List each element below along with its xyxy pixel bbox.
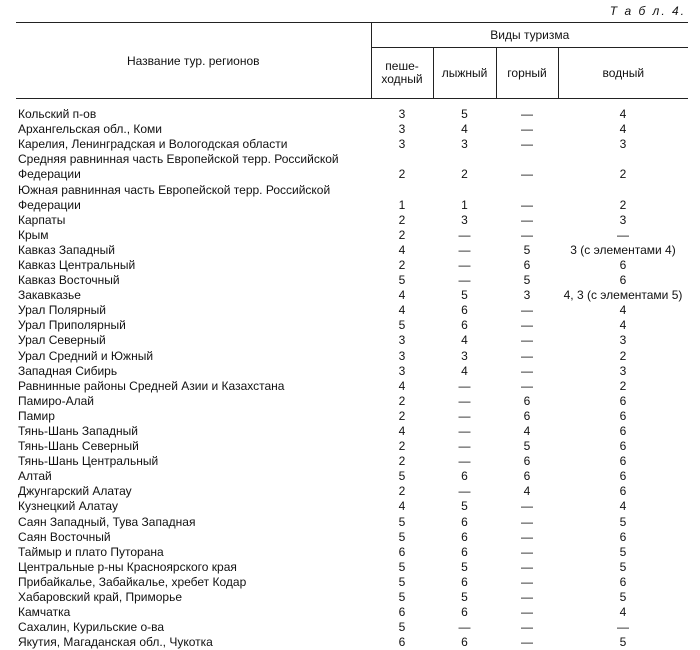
value-hiking: 6	[371, 635, 433, 650]
table-row	[16, 439, 688, 454]
value-hiking: 2	[371, 454, 433, 469]
col-header-skiing: лыжный	[433, 48, 496, 99]
region-name: Тянь-Шань Северный	[16, 439, 371, 454]
region-name: Западная Сибирь	[16, 364, 371, 379]
value-hiking: 3	[371, 349, 433, 364]
region-name: Тянь-Шань Западный	[16, 424, 371, 439]
region-name: Крым	[16, 228, 371, 243]
region-name: Памиро-Алай	[16, 394, 371, 409]
table-row	[16, 122, 688, 137]
region-name: Памир	[16, 409, 371, 424]
value-mountain: —	[496, 303, 558, 318]
value-hiking: 3	[371, 137, 433, 152]
value-mountain: —	[496, 333, 558, 348]
table-caption: Т а б л. 4.	[610, 4, 686, 18]
value-water: 3	[558, 333, 688, 348]
region-name: Прибайкалье, Забайкалье, хребет Кодар	[16, 575, 371, 590]
value-mountain	[496, 152, 558, 167]
value-skiing: 6	[433, 469, 496, 484]
value-skiing: —	[433, 273, 496, 288]
value-skiing	[433, 182, 496, 197]
value-skiing: —	[433, 379, 496, 394]
table-row	[16, 349, 688, 364]
region-name: Средняя равнинная часть Европейской терр. Российской	[16, 152, 371, 167]
value-skiing: 5	[433, 560, 496, 575]
table-row	[16, 454, 688, 469]
value-skiing	[433, 152, 496, 167]
value-mountain: —	[496, 318, 558, 333]
value-hiking: 5	[371, 620, 433, 635]
value-water: —	[558, 228, 688, 243]
table-row	[16, 575, 688, 590]
value-water: 4	[558, 107, 688, 122]
value-mountain: 5	[496, 273, 558, 288]
table-row	[16, 545, 688, 560]
value-skiing: 4	[433, 122, 496, 137]
value-mountain: —	[496, 590, 558, 605]
table-row	[16, 152, 688, 167]
region-name: Кавказ Центральный	[16, 258, 371, 273]
value-water	[558, 182, 688, 197]
value-mountain: 6	[496, 258, 558, 273]
table-row	[16, 635, 688, 650]
value-skiing: 6	[433, 545, 496, 560]
value-skiing: —	[433, 228, 496, 243]
value-water	[558, 152, 688, 167]
value-hiking: 2	[371, 213, 433, 228]
region-name: Камчатка	[16, 605, 371, 620]
value-hiking: 4	[371, 424, 433, 439]
table-row	[16, 394, 688, 409]
table-row	[16, 288, 688, 303]
value-hiking: 2	[371, 439, 433, 454]
region-name: Сахалин, Курильские о-ва	[16, 620, 371, 635]
region-name: Якутия, Магаданская обл., Чукотка	[16, 635, 371, 650]
value-mountain: 6	[496, 394, 558, 409]
region-name: Таймыр и плато Путорана	[16, 545, 371, 560]
value-skiing: 6	[433, 575, 496, 590]
value-hiking: 5	[371, 560, 433, 575]
value-mountain: —	[496, 349, 558, 364]
value-water: 6	[558, 424, 688, 439]
value-mountain: —	[496, 213, 558, 228]
value-water: 5	[558, 590, 688, 605]
value-water: 3	[558, 137, 688, 152]
value-water: 5	[558, 560, 688, 575]
table-row	[16, 273, 688, 288]
value-skiing: 4	[433, 333, 496, 348]
value-hiking: 3	[371, 364, 433, 379]
value-skiing: 3	[433, 213, 496, 228]
value-mountain: —	[496, 515, 558, 530]
region-name: Кольский п-ов	[16, 107, 371, 122]
region-name: Тянь-Шань Центральный	[16, 454, 371, 469]
table-row	[16, 379, 688, 394]
value-water: 6	[558, 454, 688, 469]
value-water: 4	[558, 318, 688, 333]
value-hiking: 4	[371, 243, 433, 258]
table-row	[16, 424, 688, 439]
value-hiking: 2	[371, 409, 433, 424]
value-mountain: —	[496, 122, 558, 137]
value-hiking: 2	[371, 484, 433, 499]
region-name: Саян Восточный	[16, 530, 371, 545]
region-name: Федерации	[16, 198, 371, 213]
value-mountain: —	[496, 605, 558, 620]
value-skiing: —	[433, 484, 496, 499]
value-water: 4, 3 (с элементами 5)	[558, 288, 688, 303]
value-water: 6	[558, 273, 688, 288]
region-name: Карпаты	[16, 213, 371, 228]
tourism-regions-table	[16, 22, 688, 650]
value-skiing: 1	[433, 198, 496, 213]
value-hiking	[371, 182, 433, 197]
value-mountain: —	[496, 620, 558, 635]
value-hiking: 4	[371, 499, 433, 514]
region-name: Кавказ Восточный	[16, 273, 371, 288]
value-skiing: —	[433, 454, 496, 469]
region-name: Урал Полярный	[16, 303, 371, 318]
region-name: Урал Средний и Южный	[16, 349, 371, 364]
table-row	[16, 198, 688, 213]
table-row	[16, 499, 688, 514]
value-water: 6	[558, 484, 688, 499]
table-row	[16, 605, 688, 620]
value-mountain: 4	[496, 484, 558, 499]
region-name: Джунгарский Алатау	[16, 484, 371, 499]
value-skiing: 2	[433, 167, 496, 182]
value-mountain: —	[496, 228, 558, 243]
value-skiing: —	[433, 394, 496, 409]
table-row	[16, 318, 688, 333]
value-mountain: —	[496, 167, 558, 182]
value-water: 3	[558, 213, 688, 228]
table-row	[16, 137, 688, 152]
value-water: 6	[558, 439, 688, 454]
value-mountain: —	[496, 198, 558, 213]
value-water: 5	[558, 545, 688, 560]
value-hiking: 2	[371, 394, 433, 409]
value-water: 4	[558, 303, 688, 318]
table-row	[16, 333, 688, 348]
value-mountain: 5	[496, 439, 558, 454]
value-water: 6	[558, 409, 688, 424]
value-hiking: 4	[371, 379, 433, 394]
tourism-types-header: Виды туризма	[371, 23, 688, 48]
value-mountain: —	[496, 545, 558, 560]
value-skiing: 6	[433, 635, 496, 650]
region-name: Урал Приполярный	[16, 318, 371, 333]
value-water: 3	[558, 364, 688, 379]
value-skiing: 6	[433, 605, 496, 620]
value-skiing: —	[433, 439, 496, 454]
value-water: 2	[558, 349, 688, 364]
value-water: 2	[558, 167, 688, 182]
table-row	[16, 590, 688, 605]
value-skiing: —	[433, 424, 496, 439]
table-row	[16, 515, 688, 530]
value-hiking: 2	[371, 258, 433, 273]
region-name: Равнинные районы Средней Азии и Казахстана	[16, 379, 371, 394]
region-name: Закавказье	[16, 288, 371, 303]
value-hiking: 2	[371, 167, 433, 182]
value-hiking: 6	[371, 605, 433, 620]
value-water: 3 (с элементами 4)	[558, 243, 688, 258]
value-skiing: 6	[433, 303, 496, 318]
table-row	[16, 560, 688, 575]
value-water: 6	[558, 469, 688, 484]
table-row	[16, 167, 688, 182]
table-row	[16, 484, 688, 499]
value-hiking: 3	[371, 122, 433, 137]
value-water: 2	[558, 379, 688, 394]
value-hiking: 5	[371, 273, 433, 288]
table-row	[16, 243, 688, 258]
table-row	[16, 258, 688, 273]
value-mountain: —	[496, 107, 558, 122]
value-water: —	[558, 620, 688, 635]
region-name: Южная равнинная часть Европейской терр. Российской	[16, 182, 371, 197]
table-row	[16, 213, 688, 228]
value-hiking: 3	[371, 333, 433, 348]
value-water: 5	[558, 515, 688, 530]
region-name: Архангельская обл., Коми	[16, 122, 371, 137]
value-water: 6	[558, 575, 688, 590]
value-skiing: 3	[433, 349, 496, 364]
table-row	[16, 469, 688, 484]
table-row	[16, 303, 688, 318]
value-water: 6	[558, 258, 688, 273]
value-skiing: 5	[433, 288, 496, 303]
value-skiing: —	[433, 258, 496, 273]
region-column-header: Название тур. регионов	[16, 23, 371, 99]
table-row	[16, 530, 688, 545]
value-hiking: 4	[371, 288, 433, 303]
value-skiing: 5	[433, 107, 496, 122]
value-mountain: 4	[496, 424, 558, 439]
value-water: 5	[558, 635, 688, 650]
value-mountain: 6	[496, 409, 558, 424]
table-row	[16, 364, 688, 379]
table-row	[16, 409, 688, 424]
value-mountain: —	[496, 379, 558, 394]
table-row	[16, 107, 688, 122]
region-name: Саян Западный, Тува Западная	[16, 515, 371, 530]
value-water: 6	[558, 530, 688, 545]
region-name: Хабаровский край, Приморье	[16, 590, 371, 605]
table-body	[16, 99, 688, 650]
region-name: Федерации	[16, 167, 371, 182]
value-hiking: 3	[371, 107, 433, 122]
region-name: Центральные р-ны Красноярского края	[16, 560, 371, 575]
value-hiking	[371, 152, 433, 167]
value-hiking: 5	[371, 575, 433, 590]
value-hiking: 2	[371, 228, 433, 243]
value-mountain: —	[496, 364, 558, 379]
value-skiing: 3	[433, 137, 496, 152]
value-hiking: 6	[371, 545, 433, 560]
value-skiing: 6	[433, 530, 496, 545]
value-mountain: —	[496, 499, 558, 514]
value-skiing: 5	[433, 590, 496, 605]
region-name: Кавказ Западный	[16, 243, 371, 258]
col-header-hiking: пеше- ходный	[371, 48, 433, 99]
value-skiing: —	[433, 243, 496, 258]
value-skiing: 6	[433, 318, 496, 333]
value-mountain: 6	[496, 454, 558, 469]
value-mountain: —	[496, 560, 558, 575]
value-mountain	[496, 182, 558, 197]
value-hiking: 5	[371, 515, 433, 530]
table-row	[16, 620, 688, 635]
value-hiking: 5	[371, 318, 433, 333]
value-water: 4	[558, 499, 688, 514]
table-row	[16, 182, 688, 197]
value-mountain: 6	[496, 469, 558, 484]
col-header-water: водный	[558, 48, 688, 99]
value-mountain: —	[496, 575, 558, 590]
table-row	[16, 228, 688, 243]
value-skiing: —	[433, 620, 496, 635]
value-hiking: 5	[371, 530, 433, 545]
value-mountain: 5	[496, 243, 558, 258]
value-mountain: —	[496, 137, 558, 152]
region-name: Урал Северный	[16, 333, 371, 348]
value-mountain: —	[496, 530, 558, 545]
value-hiking: 5	[371, 590, 433, 605]
value-skiing: 6	[433, 515, 496, 530]
value-hiking: 1	[371, 198, 433, 213]
value-skiing: —	[433, 409, 496, 424]
value-water: 4	[558, 122, 688, 137]
value-skiing: 4	[433, 364, 496, 379]
value-water: 4	[558, 605, 688, 620]
region-name: Карелия, Ленинградская и Вологодская области	[16, 137, 371, 152]
col-header-mountain: горный	[496, 48, 558, 99]
region-name: Алтай	[16, 469, 371, 484]
value-mountain: —	[496, 635, 558, 650]
value-mountain: 3	[496, 288, 558, 303]
value-hiking: 4	[371, 303, 433, 318]
value-water: 6	[558, 394, 688, 409]
value-skiing: 5	[433, 499, 496, 514]
value-water: 2	[558, 198, 688, 213]
region-name: Кузнецкий Алатау	[16, 499, 371, 514]
value-hiking: 5	[371, 469, 433, 484]
